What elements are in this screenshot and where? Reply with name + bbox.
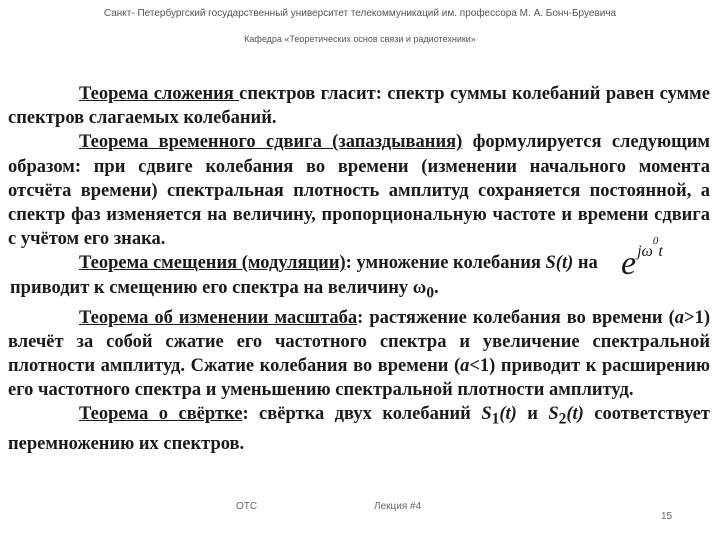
formula-exp-sub: 0 [652, 235, 659, 247]
footer-course: ОТС [236, 501, 258, 512]
slide-body [8, 82, 710, 456]
term-time-shift-theorem: Теорема временного сдвига (запаздывания) [79, 132, 463, 153]
scaling-text-b: >1) влечёт за собой сжатие его частотного спектра и увеличение спектральной плотности амплитуд. Сжатие колебания во времени ( [8, 307, 710, 376]
formula-exp: jω [637, 243, 653, 260]
convolution-text-b: соответствует перемножению их спектров. [8, 404, 710, 455]
modulation-text-b: на [573, 253, 598, 274]
footer-lecture: Лекция #4 [374, 501, 422, 512]
header-department: Кафедра «Теоретических основ связи и радиотехники» [244, 34, 476, 44]
convolution-and: и [516, 404, 549, 425]
term-modulation-theorem: Теорема смещения (модуляции) [79, 253, 346, 274]
paragraph-modulation-line2 [8, 276, 710, 306]
term-scaling-theorem: Теорема об изменении масштаба [79, 307, 358, 328]
paragraph-time-shift-theorem [8, 130, 710, 251]
signal-s2-arg: (t) [566, 404, 584, 425]
paragraph-convolution-theorem [8, 402, 710, 456]
term-convolution-theorem: Теорема о свёртке [79, 404, 243, 425]
scaling-text-c: <1) приводит к расширению его частотного спектра и уменьшению спектральной плотности амплитуд. [8, 355, 710, 401]
header-university: Санкт- Петербургский государственный университет телекоммуникаций им. профессора М. А. Бонч-Бруевича [103, 8, 617, 19]
page-number: 15 [661, 511, 673, 522]
time-shift-theorem-text: формулируется следующим образом: при сдвиге колебания во времени (изменении начального момента отсчёта времени) спектральная плотность амплитуд сохраняется постоянной, а спектр фаз изменяется на величину, пропорциональную частоте и времени сдвига с учётом его знака. [8, 132, 711, 250]
addition-theorem-text: спектров гласит: спектр суммы колебаний равен сумме спектров слагаемых колебаний. [8, 84, 710, 129]
modulation-line2-b: . [434, 277, 439, 298]
convolution-text-a: : свёртка двух колебаний [242, 404, 482, 425]
formula-exponent [637, 235, 663, 260]
signal-s1-arg: (t) [499, 404, 517, 425]
var-a-1: a [674, 307, 685, 328]
signal-s1: S [481, 404, 492, 425]
formula-base: e [621, 245, 637, 282]
paragraph-scaling-theorem [8, 306, 710, 403]
signal-s1-sub: 1 [491, 411, 500, 429]
modulation-text-a: : умножение колебания [345, 253, 546, 274]
signal-s-t: S(t) [545, 253, 574, 274]
term-addition-theorem: Теорема сложения [79, 84, 240, 104]
signal-s2: S [548, 404, 559, 425]
var-a-2: a [460, 355, 470, 376]
paragraph-modulation-theorem [8, 251, 710, 275]
exponential-formula [621, 235, 663, 288]
omega-subscript: 0 [426, 284, 435, 302]
formula-exp-end: t [658, 243, 663, 260]
paragraph-addition-theorem [8, 82, 710, 130]
scaling-text-a: : растяжение колебания во времени ( [357, 307, 675, 328]
modulation-line2-a: приводит к смещению его спектра на величину ω [10, 277, 427, 298]
signal-s2-sub: 2 [558, 411, 567, 429]
